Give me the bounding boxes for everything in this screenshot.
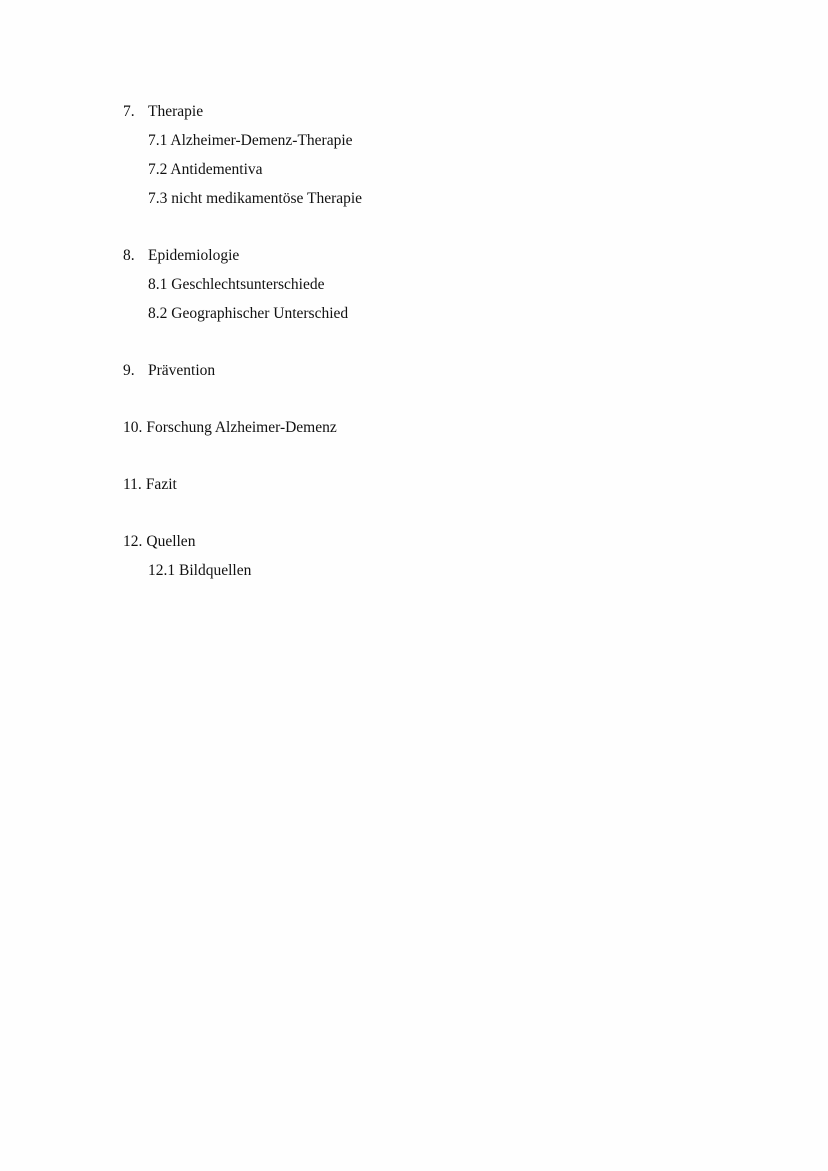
- toc-entry: [123, 241, 723, 270]
- toc-subentry: 7.1 Alzheimer-Demenz-Therapie: [148, 132, 353, 149]
- toc-entry: [123, 356, 723, 385]
- toc-subentry: 12.1 Bildquellen: [148, 562, 252, 579]
- toc-section-9: [123, 356, 723, 385]
- toc-subentry: 7.3 nicht medikamentöse Therapie: [148, 190, 363, 207]
- toc-entry-title: Epidemiologie: [148, 247, 240, 264]
- toc-section-12: [123, 527, 723, 585]
- toc-section-10: [123, 413, 723, 442]
- toc-entry: [123, 470, 723, 499]
- toc-entry: [123, 413, 723, 442]
- toc-entry-number: 7.: [123, 103, 135, 120]
- toc-entry-title: Forschung Alzheimer-Demenz: [146, 419, 337, 436]
- toc-entry-number: 11.: [123, 476, 142, 493]
- toc-entry-title: Therapie: [148, 103, 204, 120]
- toc-subentry: 8.1 Geschlechtsunterschiede: [148, 276, 325, 293]
- toc-entry-title: Quellen: [146, 533, 196, 550]
- toc-subentry: 8.2 Geographischer Unterschied: [148, 305, 349, 322]
- toc-entry-number: 10.: [123, 419, 143, 436]
- toc-entry: [123, 527, 723, 556]
- toc-section-8: [123, 241, 723, 328]
- table-of-contents: [123, 97, 723, 613]
- toc-entry-number: 8.: [123, 247, 135, 264]
- toc-entry-title: Prävention: [148, 362, 216, 379]
- toc-subentry: 7.2 Antidementiva: [148, 161, 263, 178]
- toc-entry-title: Fazit: [145, 476, 177, 493]
- toc-section-7: [123, 97, 723, 213]
- toc-entry-number: 12.: [123, 533, 143, 550]
- toc-entry: [123, 97, 723, 126]
- toc-section-11: [123, 470, 723, 499]
- toc-entry-number: 9.: [123, 362, 135, 379]
